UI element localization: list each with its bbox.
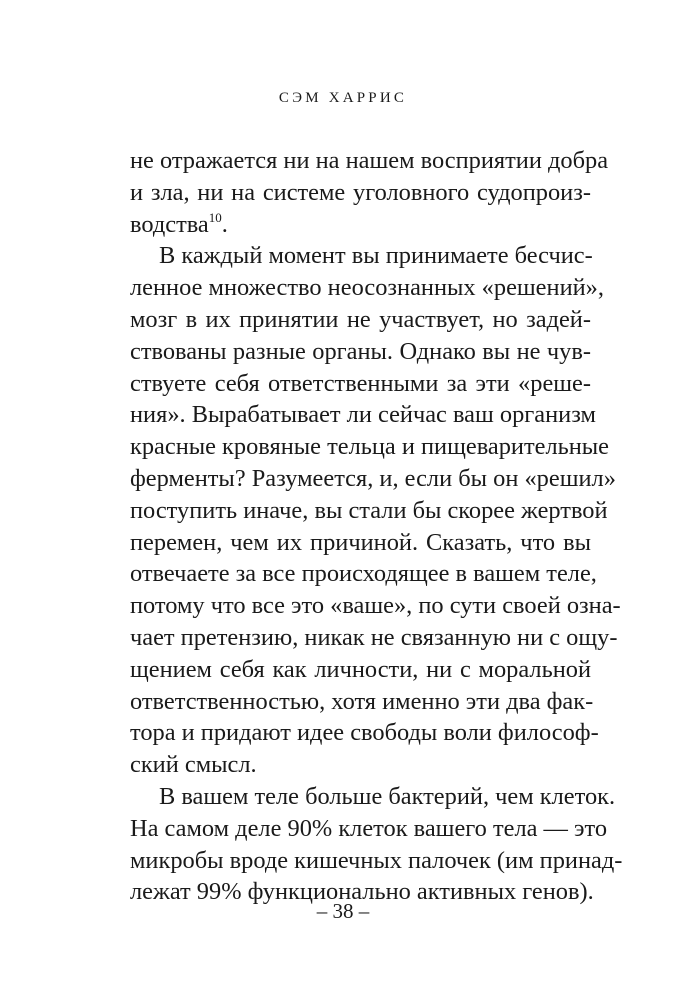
- text-line-fragment: водства: [130, 210, 209, 238]
- running-head-author: СЭМ ХАРРИС: [278, 90, 408, 106]
- text-line-fragment: .: [221, 210, 228, 238]
- text-line: и зла, ни на системе уголовного судопроиз-: [130, 178, 591, 206]
- text-line: поступить иначе, вы стали бы скорее жертвой: [130, 496, 608, 524]
- text-line: ленное множество неосознанных «решений»,: [130, 274, 604, 302]
- text-line: ния». Вырабатывает ли сейчас ваш организм: [130, 401, 596, 429]
- text-line: красные кровяные тельца и пищеварительные: [130, 433, 610, 461]
- text-line: ферменты? Разумеется, и, если бы он «решил»: [130, 464, 616, 492]
- text-line: перемен, чем их причиной. Сказать, что вы: [130, 528, 591, 556]
- text-line: ствуете себя ответственными за эти «реше-: [130, 369, 591, 397]
- text-line: не отражается ни на нашем восприятии добра: [130, 147, 609, 174]
- text-line: микробы вроде кишечных палочек (им принад-: [130, 846, 623, 874]
- text-line: отвечаете за все происходящее в вашем теле,: [130, 560, 597, 588]
- text-line: лежат 99% функционально активных генов).: [130, 878, 594, 906]
- text-line: На самом деле 90% клеток вашего тела — это: [130, 814, 608, 842]
- footnote-ref[interactable]: 10: [208, 209, 222, 225]
- text-line: тора и придают идее свободы воли философ-: [130, 719, 599, 747]
- text-line: В вашем теле больше бактерий, чем клеток.: [159, 782, 616, 810]
- text-line: потому что все это «ваше», по сути своей озна-: [130, 592, 621, 620]
- text-line: чает претензию, никак не связанную ни с ощу-: [130, 623, 618, 651]
- text-line: ский смысл.: [130, 751, 257, 779]
- text-line: мозг в их принятии не участвует, но задей-: [130, 305, 591, 333]
- text-line: В каждый момент вы принимаете бесчис-: [159, 242, 593, 270]
- text-line: ствованы разные органы. Однако вы не чув-: [130, 337, 591, 365]
- text-line: ответственностью, хотя именно эти два фак-: [130, 687, 594, 715]
- page-number: – 38 –: [316, 899, 370, 923]
- text-line: щением себя как личности, ни с моральной: [130, 655, 591, 683]
- body-text: [130, 145, 623, 908]
- text-line: [130, 209, 591, 241]
